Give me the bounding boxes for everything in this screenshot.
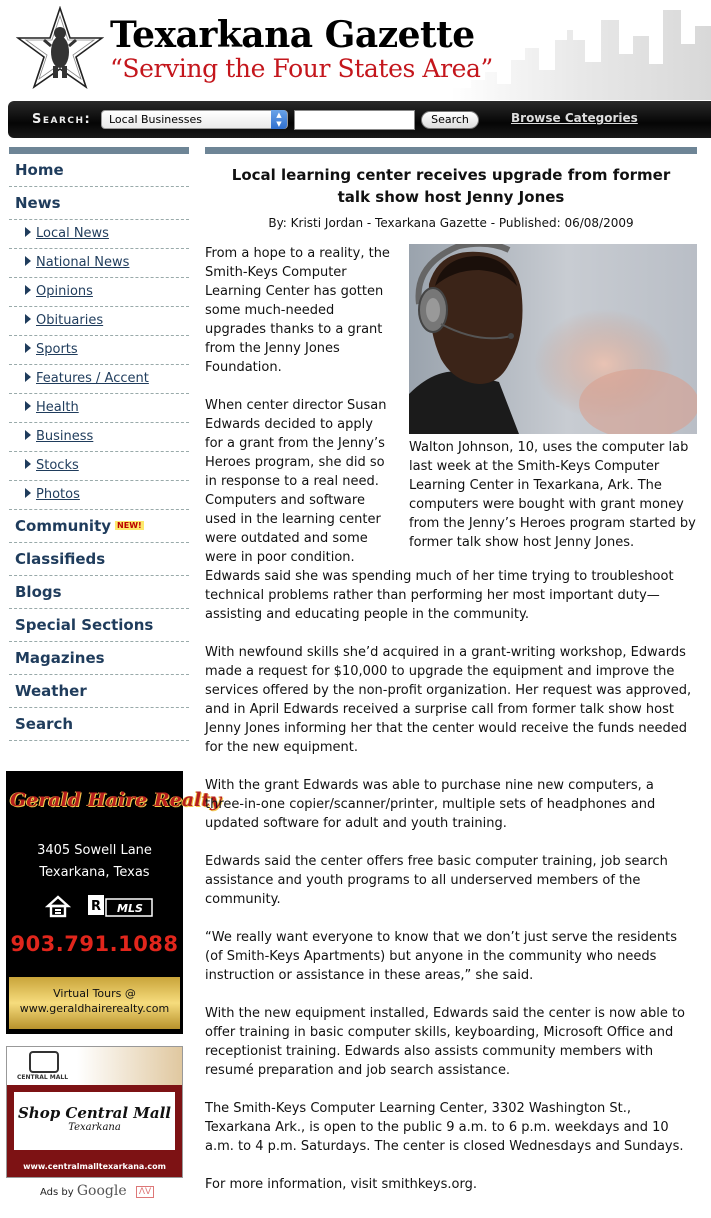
ads-by-google[interactable]: Ads by Google ΛV [40,1183,154,1199]
nav-business[interactable]: Business [9,423,189,452]
google-logo: Google [76,1183,127,1199]
equal-housing-mls-icons [44,892,154,922]
bear-star-logo-icon[interactable] [16,6,104,90]
site-title[interactable]: Texarkana Gazette [110,14,475,56]
nav-weather[interactable]: Weather [9,675,189,708]
article-photo-figure [409,244,697,558]
arrow-right-icon [25,343,31,353]
nav-news[interactable]: News [9,187,189,220]
nav-blogs[interactable]: Blogs [9,576,189,609]
article-paragraph: Edwards said the center offers free basic computer training, job search assistance and youth programs to all underserved members of the community. [205,854,668,907]
search-bar [8,101,711,138]
article-paragraph: From a hope to a reality, the Smith-Keys Computer Learning Center has gotten some much-needed upgrades thanks to a grant from the Jenny Jones Foundation. [205,246,390,375]
arrow-right-icon [25,488,31,498]
new-badge: NEW! [117,521,142,530]
article-paragraph: For more information, visit smithkeys.org. [205,1177,477,1192]
realty-ad-virtual-tours: Virtual Tours @ www.geraldhairerealty.com [9,977,180,1029]
central-mall-logo-text: CENTRAL MALL [17,1074,69,1081]
arrow-right-icon [25,256,31,266]
search-input[interactable] [294,110,415,130]
article-top-bar [205,147,697,154]
article-paragraph: With the new equipment installed, Edwards said the center is now able to offer training in basic computer skills, keyboarding, Microsoft Office and receptionist training. Edwards also assists community members with resumé preparation and job search assistance. [205,1006,686,1078]
sidebar-nav [9,147,189,741]
article-paragraph: “We really want everyone to know that we don’t just serve the residents (of Smith-Keys Apartments) but anyone in the community who needs instruction or assistance in these areas,” she said. [205,930,677,983]
city-skyline-graphic [451,0,711,100]
nav-features-accent[interactable]: Features / Accent [9,365,189,394]
nav-health[interactable]: Health [9,394,189,423]
site-header [0,0,711,100]
arrow-right-icon [25,227,31,237]
realty-ad-phone: 903.791.1088 [10,932,179,956]
article [205,147,697,1213]
realty-ad[interactable] [6,771,222,1034]
article-paragraph: With newfound skills she’d acquired in a grant-writing workshop, Edwards made a request for $10,000 to upgrade the equipment and improve the services offered by the non-profit organization. Her request was approved, and in April Edwards received a surprise call from former talk show host Jenny Jones informing her that the center would receive the funds needed for the new equipment. [205,645,692,755]
arrow-right-icon [25,314,31,324]
article-body [205,244,697,1194]
mls-icon [106,899,152,916]
mall-ad-url: www.centralmalltexarkana.com [7,1157,182,1177]
search-button[interactable]: Search [421,111,479,129]
equal-housing-icon [48,897,68,916]
search-category-select[interactable] [101,110,288,129]
realtor-icon [88,895,104,915]
central-mall-logo-icon [29,1051,59,1073]
arrow-right-icon [25,401,31,411]
nav-opinions[interactable]: Opinions [9,278,189,307]
photo-caption: Walton Johnson, 10, uses the computer lab last week at the Smith-Keys Computer Learning Center in Texarkana, Ark. The computers were bought with grant money from the Jenny’s Heroes program started by former talk show host Jenny Jones. [409,440,696,550]
mall-ad-header [7,1047,182,1085]
arrow-right-icon [25,430,31,440]
search-label: Search: [32,112,92,127]
article-headline: Local learning center receives upgrade from former talk show host Jenny Jones [231,166,671,206]
nav-special-sections[interactable]: Special Sections [9,609,189,642]
article-byline: By: Kristi Jordan - Texarkana Gazette - Published: 06/08/2009 [268,216,634,230]
arrow-right-icon [25,459,31,469]
nav-classifieds[interactable]: Classifieds [9,543,189,576]
arrow-right-icon [25,285,31,295]
mall-ad-band [7,1085,182,1157]
mall-ad-name: Shop Central Mall [17,1104,172,1122]
article-photo[interactable] [409,244,697,434]
nav-magazines[interactable]: Magazines [9,642,189,675]
nav-photos[interactable]: Photos [9,481,189,510]
nav-home[interactable]: Home [9,154,189,187]
mall-ad-city: Texarkana [68,1122,121,1133]
adchoices-icon[interactable]: ΛV [136,1186,154,1198]
nav-community[interactable]: Community NEW! [9,510,189,543]
nav-national-news[interactable]: National News [9,249,189,278]
article-paragraph: The Smith-Keys Computer Learning Center, 3302 Washington St., Texarkana Ark., is open to the public 9 a.m. to 6 p.m. weekdays and 10 a.m. to 4 p.m. Saturdays. The center is closed Wednesdays and Sundays. [205,1101,684,1154]
realty-ad-logo: Gerald Haire Realty [10,789,222,811]
arrow-right-icon [25,372,31,382]
nav-stocks[interactable]: Stocks [9,452,189,481]
nav-obituaries[interactable]: Obituaries [9,307,189,336]
article-paragraph: With the grant Edwards was able to purchase nine new computers, a three-in-one copier/scanner/printer, multiple sets of headphones and updated software for adult and youth training. [205,778,656,831]
central-mall-ad[interactable] [6,1046,183,1178]
select-arrows-icon: ▲ ▼ [271,110,287,129]
realty-ad-address: 3405 Sowell Lane Texarkana, Texas [37,843,152,880]
browse-categories-link[interactable]: Browse Categories [511,111,638,125]
sidebar-top-bar [9,147,189,154]
nav-search[interactable]: Search [9,708,189,741]
mall-ad-box [14,1092,175,1150]
svg-text:R: R [90,899,102,914]
nav-local-news[interactable]: Local News [9,220,189,249]
nav-sports[interactable]: Sports [9,336,189,365]
site-tagline: “Serving the Four States Area” [110,54,493,83]
article-paragraph: When center director Susan Edwards decided to apply for a grant from the Jenny’s Heroes program, she did so in response to a real need. Computers and software used in the learning center were outdated and some were in poor condition. Edwards said she was spending much of her time trying to troubleshoot technical problems rather than performing her most important duty—assisting and educating people in the community. [205,398,674,622]
svg-text:MLS: MLS [117,902,143,915]
search-category-value: Local Businesses [109,113,203,126]
